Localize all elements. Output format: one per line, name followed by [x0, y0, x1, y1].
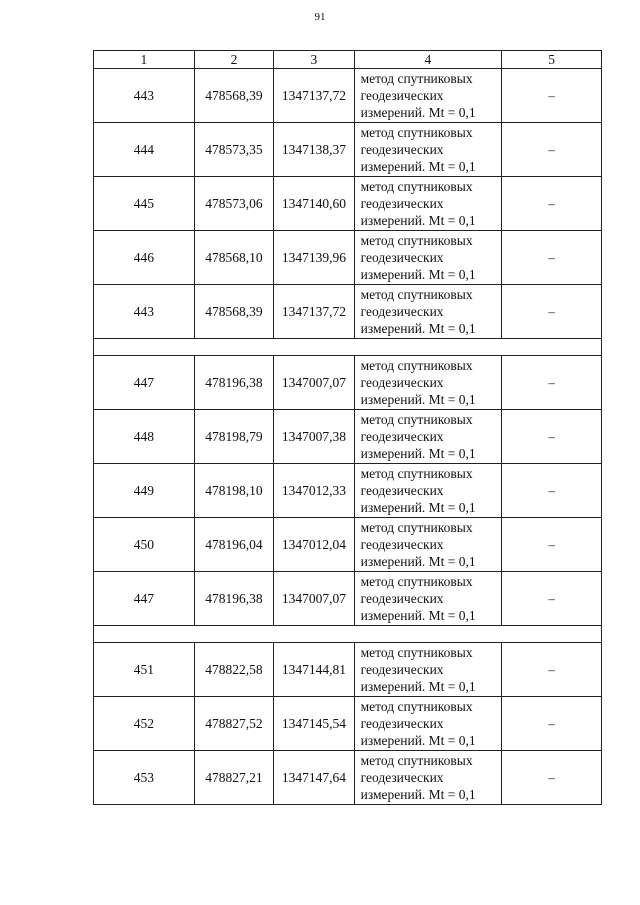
method-line: измерений. Mt = 0,1 [360, 267, 476, 282]
note-cell: – [502, 751, 602, 805]
note-cell: – [502, 464, 602, 518]
header-cell-method: 4 [354, 51, 502, 69]
method-cell [354, 69, 502, 123]
method-cell [354, 123, 502, 177]
point-number-cell: 449 [94, 464, 195, 518]
table-row [94, 231, 602, 285]
table-row [94, 464, 602, 518]
note-cell: – [502, 518, 602, 572]
table-row [94, 410, 602, 464]
y-coordinate-cell: 1347137,72 [274, 69, 354, 123]
method-line: геодезических [360, 662, 444, 677]
point-number-cell: 452 [94, 697, 195, 751]
point-number-cell: 447 [94, 356, 195, 410]
method-line: измерений. Mt = 0,1 [360, 500, 476, 515]
method-cell [354, 464, 502, 518]
y-coordinate-cell: 1347007,07 [274, 572, 354, 626]
method-line: измерений. Mt = 0,1 [360, 679, 476, 694]
method-cell [354, 572, 502, 626]
method-line: метод спутниковых [360, 412, 473, 427]
note-cell: – [502, 572, 602, 626]
page-number: 91 [314, 11, 326, 23]
method-line: метод спутниковых [360, 699, 473, 714]
header-cell-x: 2 [194, 51, 273, 69]
point-number-cell: 453 [94, 751, 195, 805]
point-number-cell: 450 [94, 518, 195, 572]
note-cell: – [502, 123, 602, 177]
method-line: метод спутниковых [360, 358, 473, 373]
method-line: геодезических [360, 375, 444, 390]
method-cell [354, 410, 502, 464]
method-line: метод спутниковых [360, 574, 473, 589]
point-number-cell: 447 [94, 572, 195, 626]
method-line: геодезических [360, 770, 444, 785]
x-coordinate-cell: 478568,39 [194, 285, 273, 339]
note-cell: – [502, 231, 602, 285]
method-line: метод спутниковых [360, 645, 473, 660]
method-cell [354, 231, 502, 285]
method-line: измерений. Mt = 0,1 [360, 213, 476, 228]
y-coordinate-cell: 1347147,64 [274, 751, 354, 805]
method-line: геодезических [360, 537, 444, 552]
table-row [94, 69, 602, 123]
note-cell: – [502, 69, 602, 123]
y-coordinate-cell: 1347139,96 [274, 231, 354, 285]
method-line: метод спутниковых [360, 179, 473, 194]
group-separator-cell [94, 626, 602, 643]
header-cell-y: 3 [274, 51, 354, 69]
method-line: геодезических [360, 142, 444, 157]
note-cell: – [502, 285, 602, 339]
method-line: геодезических [360, 591, 444, 606]
table-row [94, 123, 602, 177]
header-cell-note: 5 [502, 51, 602, 69]
method-line: метод спутниковых [360, 287, 473, 302]
header-row [94, 51, 602, 69]
note-cell: – [502, 177, 602, 231]
method-cell [354, 643, 502, 697]
method-line: измерений. Mt = 0,1 [360, 392, 476, 407]
point-number-cell: 443 [94, 69, 195, 123]
method-line: измерений. Mt = 0,1 [360, 608, 476, 623]
method-cell [354, 285, 502, 339]
point-number-cell: 445 [94, 177, 195, 231]
method-line: измерений. Mt = 0,1 [360, 159, 476, 174]
coordinates-table [93, 50, 602, 805]
method-cell [354, 177, 502, 231]
method-line: метод спутниковых [360, 233, 473, 248]
point-number-cell: 446 [94, 231, 195, 285]
y-coordinate-cell: 1347138,37 [274, 123, 354, 177]
method-line: геодезических [360, 304, 444, 319]
y-coordinate-cell: 1347012,33 [274, 464, 354, 518]
method-line: измерений. Mt = 0,1 [360, 554, 476, 569]
method-line: измерений. Mt = 0,1 [360, 787, 476, 802]
y-coordinate-cell: 1347007,38 [274, 410, 354, 464]
table-row [94, 356, 602, 410]
method-line: метод спутниковых [360, 520, 473, 535]
method-line: геодезических [360, 196, 444, 211]
method-line: геодезических [360, 483, 444, 498]
method-line: метод спутниковых [360, 753, 473, 768]
method-line: измерений. Mt = 0,1 [360, 446, 476, 461]
y-coordinate-cell: 1347145,54 [274, 697, 354, 751]
x-coordinate-cell: 478822,58 [194, 643, 273, 697]
method-line: метод спутниковых [360, 71, 473, 86]
point-number-cell: 451 [94, 643, 195, 697]
table-row [94, 751, 602, 805]
method-cell [354, 751, 502, 805]
table-row [94, 643, 602, 697]
table-row [94, 285, 602, 339]
x-coordinate-cell: 478198,79 [194, 410, 273, 464]
x-coordinate-cell: 478827,21 [194, 751, 273, 805]
x-coordinate-cell: 478196,38 [194, 572, 273, 626]
x-coordinate-cell: 478198,10 [194, 464, 273, 518]
y-coordinate-cell: 1347007,07 [274, 356, 354, 410]
group-separator-row [94, 626, 602, 643]
method-line: измерений. Mt = 0,1 [360, 733, 476, 748]
method-cell [354, 356, 502, 410]
method-cell [354, 518, 502, 572]
group-separator-row [94, 339, 602, 356]
point-number-cell: 444 [94, 123, 195, 177]
x-coordinate-cell: 478827,52 [194, 697, 273, 751]
method-line: геодезических [360, 716, 444, 731]
table-body [94, 69, 602, 805]
note-cell: – [502, 697, 602, 751]
method-line: метод спутниковых [360, 125, 473, 140]
note-cell: – [502, 356, 602, 410]
method-line: измерений. Mt = 0,1 [360, 105, 476, 120]
y-coordinate-cell: 1347144,81 [274, 643, 354, 697]
note-cell: – [502, 410, 602, 464]
point-number-cell: 443 [94, 285, 195, 339]
method-line: геодезических [360, 88, 444, 103]
header-cell-point-number: 1 [94, 51, 195, 69]
table-header [94, 51, 602, 69]
method-line: метод спутниковых [360, 466, 473, 481]
method-line: геодезических [360, 250, 444, 265]
method-line: геодезических [360, 429, 444, 444]
table-row [94, 697, 602, 751]
table-row [94, 177, 602, 231]
x-coordinate-cell: 478196,38 [194, 356, 273, 410]
y-coordinate-cell: 1347140,60 [274, 177, 354, 231]
method-cell [354, 697, 502, 751]
x-coordinate-cell: 478196,04 [194, 518, 273, 572]
y-coordinate-cell: 1347137,72 [274, 285, 354, 339]
x-coordinate-cell: 478568,39 [194, 69, 273, 123]
x-coordinate-cell: 478573,35 [194, 123, 273, 177]
x-coordinate-cell: 478568,10 [194, 231, 273, 285]
table-row [94, 518, 602, 572]
group-separator-cell [94, 339, 602, 356]
x-coordinate-cell: 478573,06 [194, 177, 273, 231]
method-line: измерений. Mt = 0,1 [360, 321, 476, 336]
y-coordinate-cell: 1347012,04 [274, 518, 354, 572]
table-row [94, 572, 602, 626]
point-number-cell: 448 [94, 410, 195, 464]
note-cell: – [502, 643, 602, 697]
